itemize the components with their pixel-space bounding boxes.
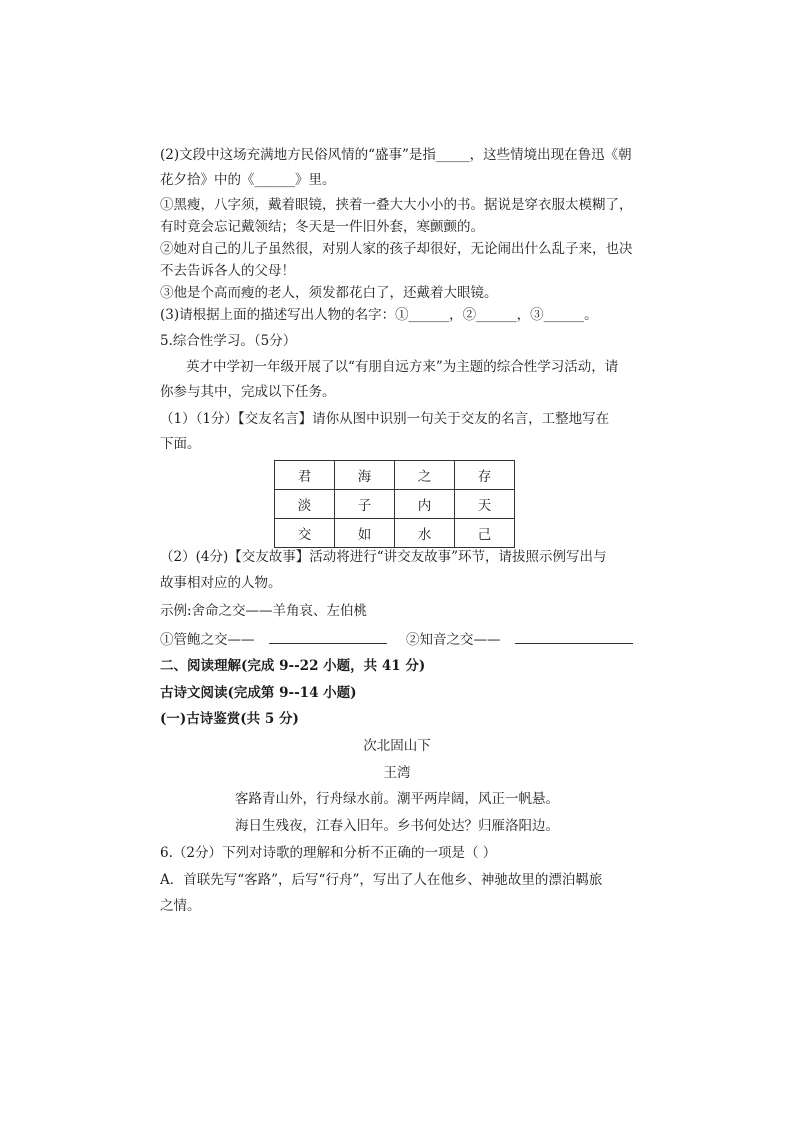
character-grid	[274, 460, 515, 548]
poem-line-2: 海日生残夜，江春入旧年。乡书何处达？归雁洛阳边。	[235, 818, 559, 834]
task-1-line-2: 下面。	[160, 436, 201, 452]
grid-cell: 子	[335, 490, 395, 519]
answer-2-blank[interactable]	[515, 629, 633, 644]
description-3: ③他是个高而瘦的老人，须发都花白了，还戴着大眼镜。	[160, 285, 498, 301]
question-5-heading: 5.综合性学习。（5分）	[160, 333, 297, 349]
answer-line-1	[160, 629, 387, 649]
poem-author: 王湾	[383, 765, 411, 781]
description-2-line-1: ②她对自己的儿子虽然很，对别人家的孩子却很好，无论闹出什么乱子来，也决	[160, 241, 633, 257]
question-2-line-2: 花夕拾》中的《______》里。	[160, 172, 336, 188]
question-2-line-1: (2)文段中这场充满地方民俗风情的“盛事”是指_____，这些情境出现在鲁迅《朝	[160, 147, 632, 163]
grid-cell: 内	[395, 490, 455, 519]
grid-cell: 淡	[275, 490, 335, 519]
answer-2-label: ②知音之交——	[406, 632, 501, 648]
grid-row	[275, 519, 515, 548]
grid-cell: 交	[275, 519, 335, 548]
grid-row	[275, 490, 515, 519]
description-1-line-2: 有时竟会忘记戴领结；冬天是一件旧外套，寒颤颤的。	[160, 219, 484, 235]
task-2-line-2: 故事相对应的人物。	[160, 575, 282, 591]
grid-cell: 之	[395, 461, 455, 490]
description-1-line-1: ①黑瘦，八字须，戴着眼镜，挟着一叠大大小小的书。据说是穿衣服太模糊了，	[160, 197, 633, 213]
poem-line-1: 客路青山外，行舟绿水前。潮平两岸阔，风正一帆悬。	[235, 791, 559, 807]
option-a-line-1: A．首联先写“客路”，后写“行舟”，写出了人在他乡、神驰故里的漂泊羁旅	[160, 872, 603, 888]
poem-title: 次北固山下	[363, 738, 431, 754]
grid-cell: 水	[395, 519, 455, 548]
grid-row	[275, 461, 515, 490]
answer-1-label: ①管鲍之交——	[160, 632, 255, 648]
option-a-line-2: 之情。	[160, 898, 201, 914]
section-2-heading: 二、阅读理解(完成 9--22 小题，共 41 分)	[160, 658, 426, 674]
poem-section-heading: (一)古诗鉴赏(共 5 分)	[160, 711, 299, 727]
task-2-line-1: （2）(4分)【交友故事】活动将进行“讲交友故事”环节，请拔照示例写出与	[160, 549, 607, 565]
grid-cell: 海	[335, 461, 395, 490]
grid-cell: 如	[335, 519, 395, 548]
answer-line-2	[406, 629, 633, 649]
activity-intro-line-1: 英才中学初一年级开展了以“有朋自远方来”为主题的综合性学习活动，请	[186, 359, 619, 375]
grid-cell: 君	[275, 461, 335, 490]
question-3: (3)请根据上面的描述写出人物的名字：①______，②______，③______。	[160, 307, 598, 323]
grid-cell: 天	[455, 490, 515, 519]
activity-intro-line-2: 你参与其中，完成以下任务。	[160, 384, 336, 400]
question-6: 6.（2分）下列对诗歌的理解和分析不正确的一项是（ ）	[160, 845, 497, 861]
example-line: 示例:舍命之交——羊角哀、左伯桃	[160, 603, 368, 619]
subsection-heading: 古诗文阅读(完成第 9--14 小题)	[160, 685, 357, 701]
grid-cell: 己	[455, 519, 515, 548]
answer-1-blank[interactable]	[269, 629, 387, 644]
grid-cell: 存	[455, 461, 515, 490]
description-2-line-2: 不去告诉各人的父母！	[160, 263, 295, 279]
task-1-line-1: （1）（1分）【交友名言】请你从图中识别一句关于交友的名言，工整地写在	[160, 411, 610, 427]
